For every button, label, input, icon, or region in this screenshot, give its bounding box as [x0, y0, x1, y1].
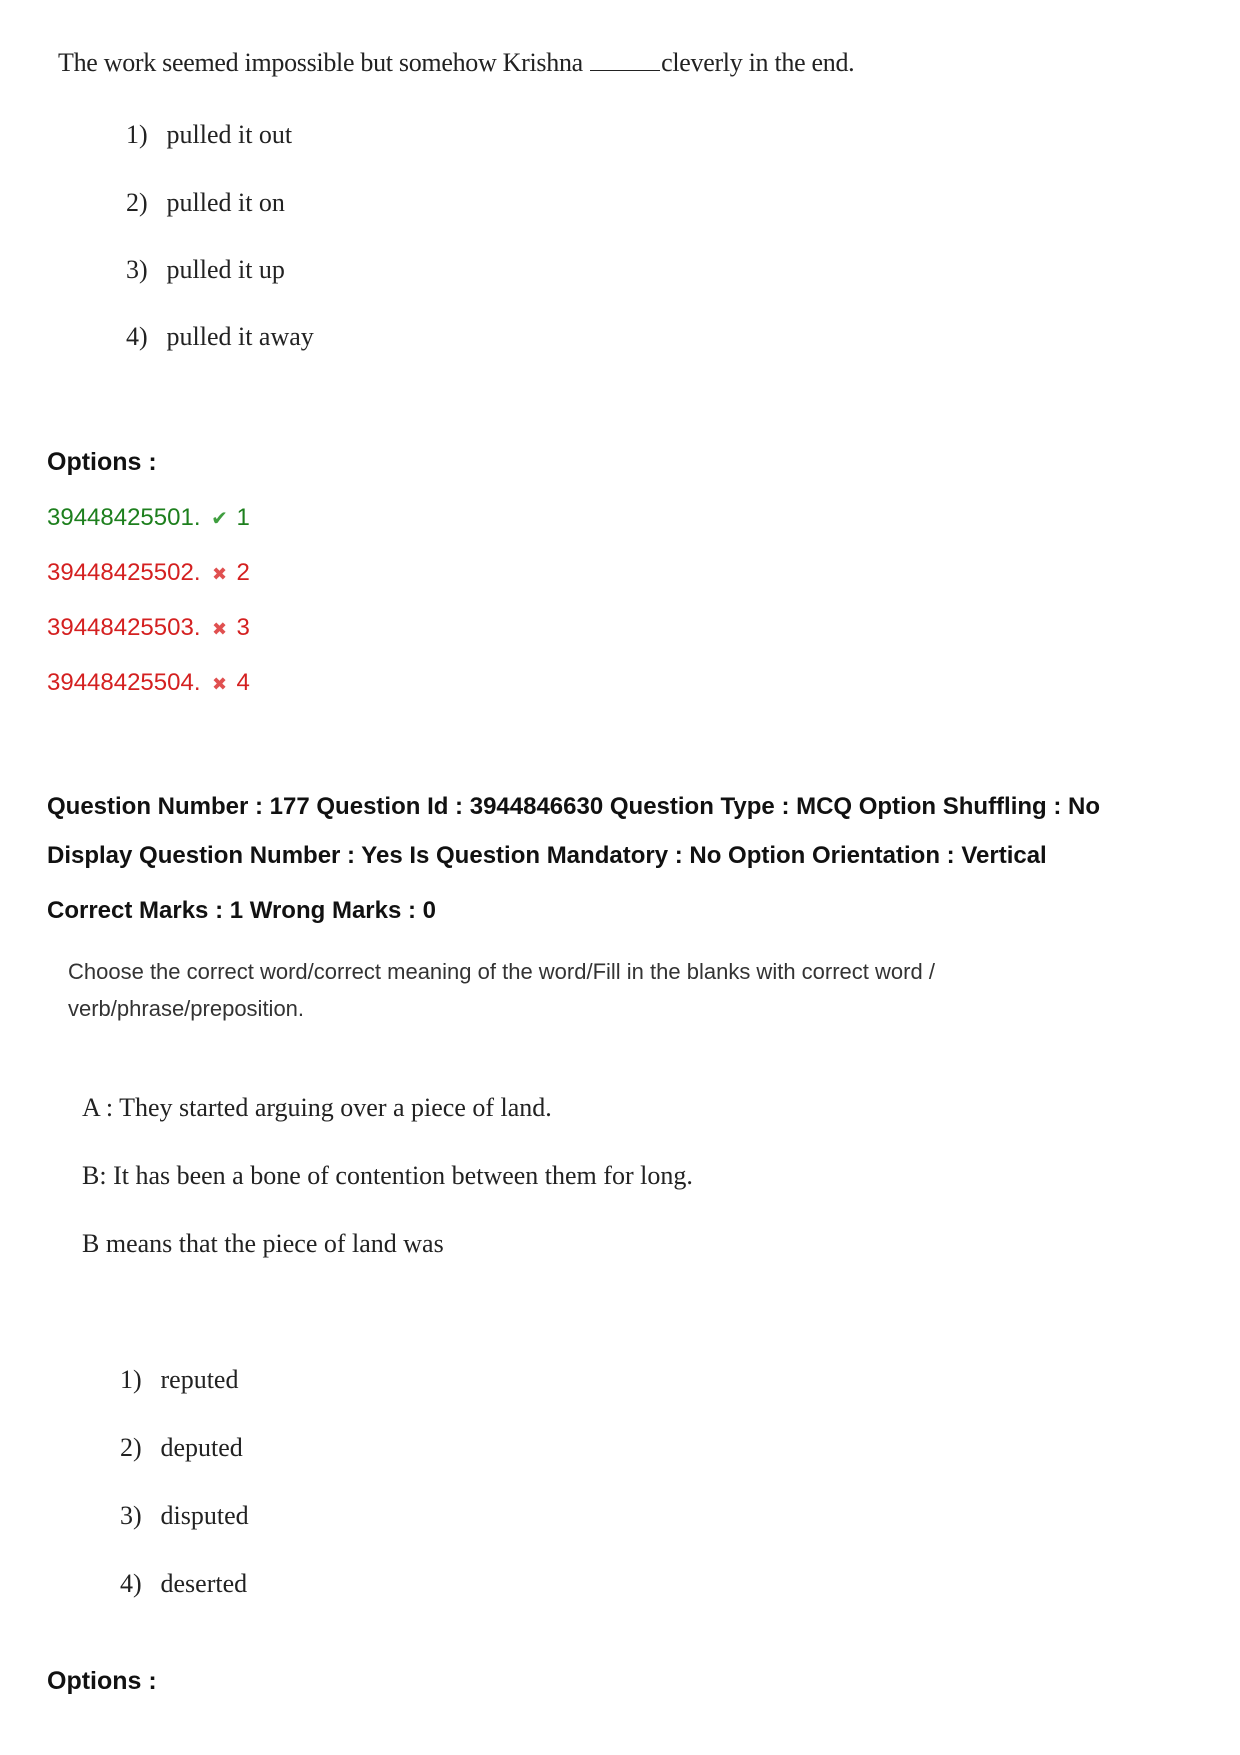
choice-item: 3) pulled it up [126, 255, 285, 284]
dialogue-line-a: A : They started arguing over a piece of land. [82, 1093, 552, 1122]
option-id: 39448425501. [47, 504, 201, 531]
option-id: 39448425503. [47, 614, 201, 641]
check-icon: ✔ [211, 508, 228, 530]
cross-icon: ✖ [211, 674, 228, 694]
question-instruction: Choose the correct word/correct meaning of the word/Fill in the blanks with correct word / verb/phrase/preposition. [68, 959, 935, 1021]
options-heading: Options : [47, 1667, 157, 1695]
choice-item: 2) pulled it on [126, 188, 285, 217]
question-meta-line: Display Question Number : Yes Is Question Mandatory : No Option Orientation : Vertical [47, 842, 1047, 869]
option-id: 39448425502. [47, 559, 201, 586]
option-label: 3 [236, 614, 250, 641]
choice-item: 4) pulled it away [126, 322, 314, 351]
blank-line [590, 48, 660, 71]
question-prompt: B means that the piece of land was [82, 1229, 444, 1258]
answer-option-wrong [47, 559, 250, 587]
option-label: 2 [236, 559, 250, 586]
option-label: 1 [236, 504, 250, 531]
answer-option-correct [47, 504, 250, 532]
stem-after: cleverly in the end. [661, 48, 855, 77]
choice-item: 4) deserted [120, 1569, 248, 1598]
options-heading: Options : [47, 448, 157, 476]
question-stem [58, 48, 854, 78]
cross-icon: ✖ [211, 564, 228, 584]
answer-option-wrong [47, 669, 250, 697]
answer-option-wrong [47, 614, 250, 642]
question-meta-line: Question Number : 177 Question Id : 3944846630 Question Type : MCQ Option Shuffling : No [47, 793, 1101, 820]
choice-item: 1) reputed [120, 1365, 239, 1394]
choice-item: 3) disputed [120, 1501, 249, 1530]
option-label: 4 [236, 669, 250, 696]
question-meta-line: Correct Marks : 1 Wrong Marks : 0 [47, 897, 437, 924]
stem-before: The work seemed impossible but somehow Krishna [58, 48, 583, 77]
choice-item: 2) deputed [120, 1433, 243, 1462]
cross-icon: ✖ [211, 619, 228, 639]
dialogue-line-b: B: It has been a bone of contention between them for long. [82, 1161, 693, 1190]
option-id: 39448425504. [47, 669, 201, 696]
choice-item: 1) pulled it out [126, 120, 293, 149]
